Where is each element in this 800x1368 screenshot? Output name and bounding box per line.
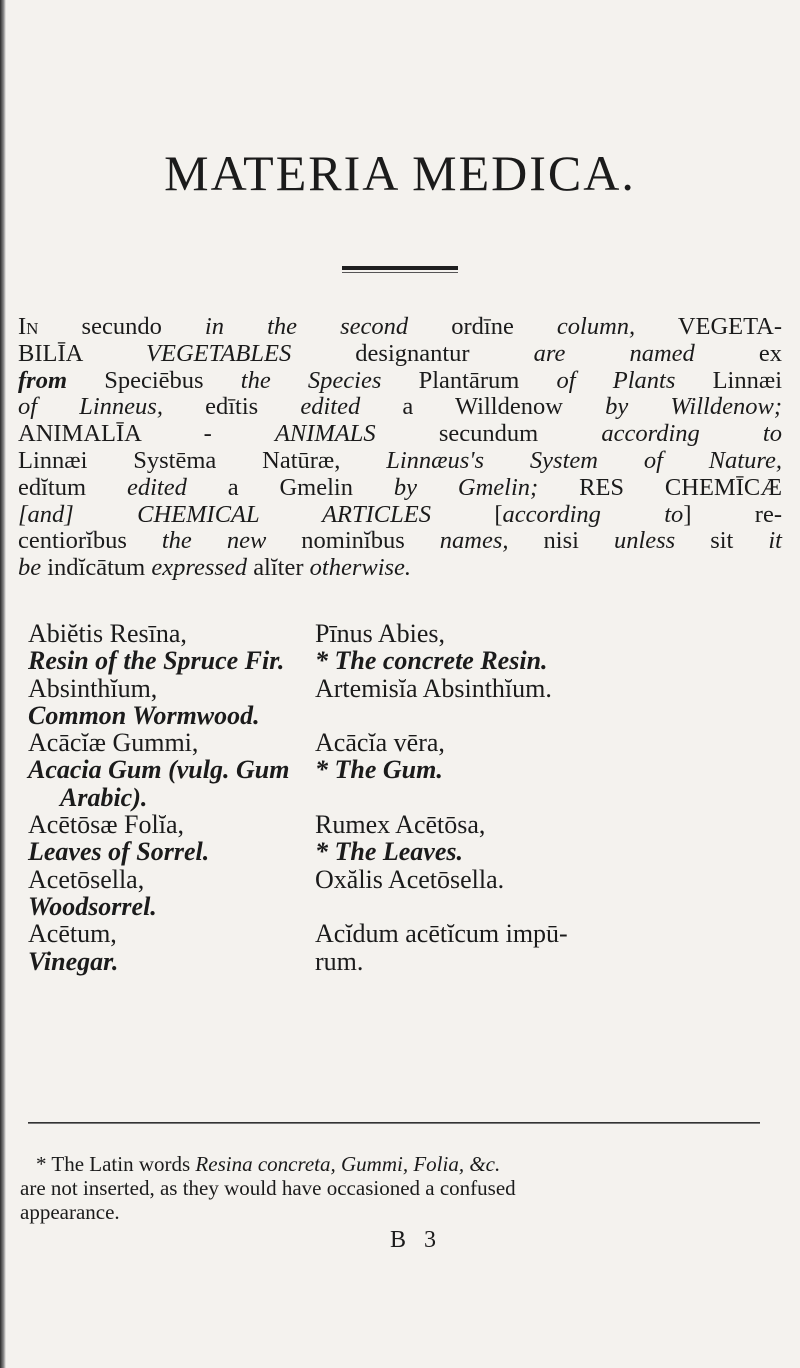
intro-line [18, 421, 782, 448]
entry-row [28, 756, 782, 783]
entry-part-used: * The Leaves. [315, 837, 464, 867]
intro-text: indĭcātum [41, 554, 152, 582]
intro-text: Plantārum [381, 366, 557, 394]
intro-text: sit [675, 527, 769, 555]
intro-text: Linnæi [675, 366, 783, 394]
footnote-italic: Resina concreta, Gummi, Folia, &c. [195, 1152, 501, 1176]
entry-english-name: Leaves of Sorrel. [28, 837, 210, 867]
intro-italic: the new [161, 527, 267, 555]
intro-line [18, 368, 782, 395]
entry-botanical-name: Acĭdum acētĭcum impū- [315, 919, 568, 949]
intro-italic: VEGETABLES [146, 339, 292, 367]
intro-italic: from [18, 366, 67, 394]
entry-english-name: Common Wormwood. [28, 700, 260, 730]
entry-botanical-name: Acācĭa vēra, [315, 728, 445, 758]
intro-word: In [18, 313, 39, 340]
intro-italic: according to [601, 420, 782, 448]
intro-italic: edited [126, 473, 187, 501]
intro-text: secundo [38, 313, 205, 340]
intro-line [18, 448, 782, 475]
entry-botanical-name: rum. [315, 946, 364, 976]
intro-italic: in the second [204, 313, 409, 340]
intro-line [18, 502, 782, 529]
entry-latin-name: Absinthĭum, [28, 673, 158, 703]
entry-row [28, 784, 782, 811]
entry-latin-name: Acācĭæ Gummi, [28, 728, 199, 758]
intro-italic: according to [502, 500, 684, 528]
intro-italic: the Species [240, 366, 382, 394]
intro-text: a Gmelin [186, 473, 394, 501]
intro-line [18, 528, 782, 555]
entry-botanical-name: Artemisĭa Absinthĭum. [315, 673, 552, 703]
entry-row [28, 866, 782, 893]
entry-english-name: Arabic). [60, 782, 148, 812]
page-title: MATERIA MEDICA. [164, 145, 636, 201]
footnote-rule [28, 1122, 760, 1123]
intro-italic: [and] [18, 500, 74, 528]
entry-row [28, 675, 782, 702]
intro-italic: Linnæus's System of Nature, [386, 446, 782, 474]
footnote-text: * The Latin words [36, 1152, 196, 1176]
intro-text: edĭtum [18, 473, 127, 501]
intro-text: ordīne [408, 313, 557, 340]
intro-line [18, 314, 782, 341]
entry-row [28, 838, 782, 865]
intro-line [18, 341, 782, 368]
entry-latin-name: Acētum, [28, 919, 117, 949]
entry-latin-name: Abiĕtis Resīna, [28, 619, 187, 648]
entry-english-name: Resin of the Spruce Fir. [28, 646, 285, 676]
entry-botanical-name: Pīnus Abies, [315, 619, 446, 648]
entry-latin-name: Acetōsella, [28, 864, 145, 894]
intro-italic: ANIMALS [274, 420, 376, 448]
intro-italic: by Willdenow; [605, 393, 782, 421]
entry-row [28, 948, 782, 975]
entry-row [28, 620, 782, 647]
intro-italic: are named [533, 339, 695, 367]
intro-text: Speciēbus [67, 366, 241, 394]
entry-row [28, 729, 782, 756]
footnote-line: are not inserted, as they would have occasioned a confused [20, 1176, 516, 1200]
intro-text: nisi [508, 527, 614, 555]
intro-paragraph [18, 314, 782, 582]
intro-text: secundum [375, 420, 602, 448]
intro-text: ] re- [683, 500, 782, 528]
footnote-line [20, 1152, 780, 1176]
materia-medica-entries [28, 620, 782, 975]
intro-italic: column, [556, 313, 636, 340]
intro-italic: of Plants [556, 366, 676, 394]
intro-italic: CHEMICAL ARTICLES [73, 500, 431, 528]
entry-row [28, 811, 782, 838]
intro-italic: be [18, 554, 42, 582]
intro-text: alĭter [247, 554, 310, 582]
intro-italic: otherwise. [309, 554, 412, 582]
intro-text: a Willdenow [360, 393, 606, 421]
intro-line [18, 475, 782, 502]
intro-line [18, 555, 782, 582]
intro-text: VEGETA- [635, 313, 782, 340]
entry-botanical-name: Oxălis Acetōsella. [315, 864, 505, 894]
entry-latin-name: Acētōsæ Folĭa, [28, 810, 184, 840]
entry-part-used: * The concrete Resin. [315, 646, 548, 676]
footnote-line: appearance. [20, 1200, 120, 1224]
title-rule [342, 266, 458, 270]
signature-mark: B 3 [390, 1227, 443, 1253]
intro-text: nominĭbus [266, 527, 440, 555]
entry-row [28, 920, 782, 947]
entry-row [28, 893, 782, 920]
intro-italic: expressed [151, 554, 248, 582]
intro-text: RES CHEMĪCÆ [538, 473, 782, 501]
entry-row [28, 702, 782, 729]
intro-text: designantur [291, 339, 534, 367]
entry-row [28, 647, 782, 674]
intro-text: Linnæi Systēma Natūræ, [18, 446, 387, 474]
intro-text: edītis [162, 393, 301, 421]
intro-text: BILĪA [18, 339, 147, 367]
intro-italic: of Linneus, [18, 393, 163, 421]
entry-botanical-name: Rumex Acētōsa, [315, 810, 486, 840]
intro-text: centiorĭbus [18, 527, 162, 555]
intro-italic: unless [613, 527, 676, 555]
intro-text: [ [431, 500, 503, 528]
intro-line [18, 394, 782, 421]
entry-part-used: * The Gum. [315, 755, 443, 785]
intro-text: ex [694, 339, 783, 367]
entry-english-name: Vinegar. [28, 946, 119, 976]
intro-text: ANIMALĪA - [18, 420, 275, 448]
intro-italic: edited [300, 393, 361, 421]
intro-italic: by Gmelin; [393, 473, 539, 501]
entry-english-name: Acacia Gum (vulg. Gum [28, 755, 290, 785]
intro-italic: names, [439, 527, 509, 555]
entry-english-name: Woodsorrel. [28, 891, 157, 921]
footnote [20, 1152, 780, 1224]
intro-italic: it [768, 527, 782, 555]
